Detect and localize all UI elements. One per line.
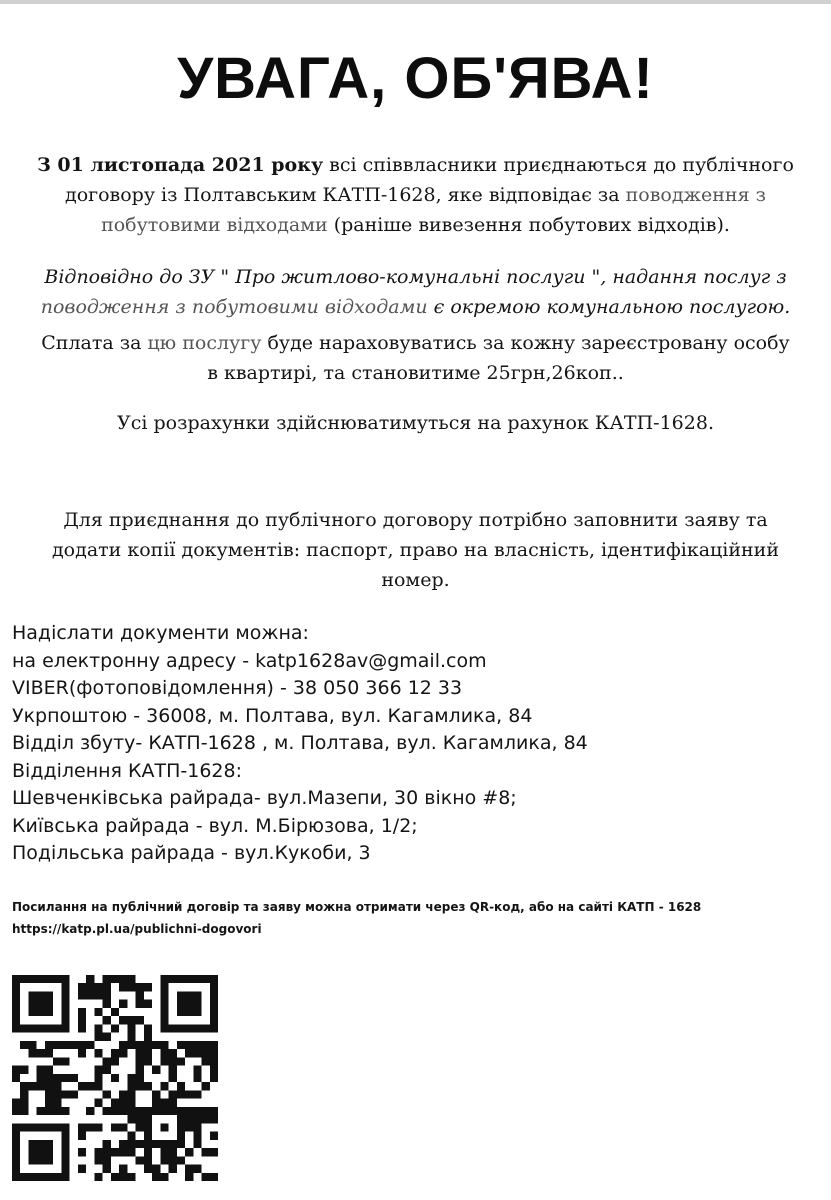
paragraph-documents: Для приєднання до публічного договору потрібно заповнити заяву та додати копії документів: паспорт, право на власність, ідентифікаційний номер. <box>51 509 779 591</box>
contacts-list <box>12 620 822 868</box>
contact-branches-heading: Відділення КАТП-1628: <box>12 759 243 782</box>
contract-link[interactable]: https://katp.pl.ua/publichni-dogovori <box>12 922 262 936</box>
contact-viber: VIBER(фотоповідомлення) - 38 050 366 12 33 <box>12 677 463 699</box>
page-title: УВАГА, ОБ'ЯВА! <box>177 46 654 111</box>
start-date: З 01 листопада 2021 року <box>37 154 324 176</box>
top-border <box>0 0 831 4</box>
contact-sales: Відділ збуту- КАТП-1628 , м. Полтава, вул. Кагамлика, 84 <box>12 732 588 754</box>
contact-email: на електронну адресу - katp1628av@gmail.com <box>12 649 487 672</box>
contact-branch: Подільська райрада - вул.Кукоби, 3 <box>12 842 371 864</box>
contact-post: Укрпоштою - 36008, м. Полтава, вул. Кагамлика, 84 <box>12 704 533 727</box>
contact-branch: Київська райрада - вул. М.Бірюзова, 1/2; <box>12 814 418 837</box>
footnote: Посилання на публічний договір та заяву можна отримати через QR-код, або на сайті КАТП - 1628 https://katp.pl.ua/publichni-dogovori <box>12 896 822 940</box>
contacts-heading: Надіслати документи можна: <box>12 622 309 644</box>
contact-branch: Шевченківська райрада- вул.Мазепи, 30 вікно #8; <box>12 787 517 809</box>
paragraph-payment: Сплата за цю послугу буде нараховуватись за кожну зареєстровану особу в квартирі, та становитиме 25грн,26коп.. <box>41 332 790 384</box>
paragraph-account: Усі розрахунки здійснюватимуться на рахунок КАТП-1628. <box>117 412 714 434</box>
qr-code-icon[interactable] <box>12 975 218 1181</box>
paragraph-law: Відповідно до ЗУ " Про житлово-комунальні послуги ", надання послуг з поводження з побутовими відходами є окремою комунальною послугою. <box>40 266 791 318</box>
paragraph-contract: З 01 листопада 2021 року всі співвласники приєднаються до публічного договору із Полтавським КАТП-1628, яке відповідає за поводження з побутовими відходами (раніше вивезення побутових відходів). <box>37 154 794 236</box>
